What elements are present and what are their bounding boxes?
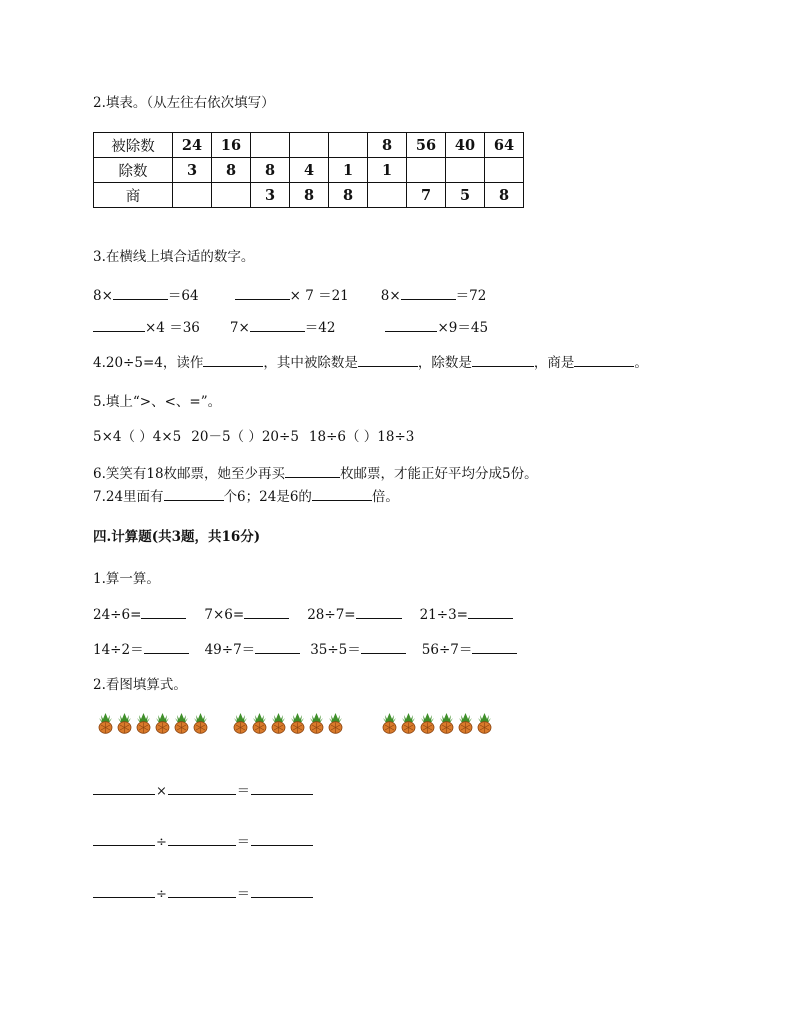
empty-cell[interactable] [446, 158, 485, 183]
answer-blank[interactable] [472, 353, 534, 367]
answer-blank[interactable] [401, 286, 456, 300]
answer-blank[interactable] [358, 353, 418, 367]
calc2-title: 2.看图填算式。 [93, 677, 187, 693]
answer-blank[interactable] [93, 883, 155, 898]
answer-blank[interactable] [356, 605, 402, 619]
answer-blank[interactable] [472, 640, 517, 654]
pineapple-icon [400, 712, 417, 734]
calc-expr: 7×6= [204, 607, 245, 623]
pineapple-icon [438, 712, 455, 734]
calc-expr: 56÷7＝ [421, 642, 473, 658]
section-title: 四.计算题(共3题，共16分) [93, 529, 261, 545]
table-row [94, 183, 524, 208]
q6-text: 枚邮票，才能正好平均分成5份。 [340, 466, 538, 482]
pineapple-group [97, 712, 209, 734]
row-label: 除数 [94, 158, 173, 183]
pineapple-icon [251, 712, 268, 734]
q2-title: 2.填表。（从左往右依次填写） [93, 95, 275, 111]
empty-cell[interactable] [407, 158, 446, 183]
q4-text: 。 [634, 355, 648, 371]
answer-blank[interactable] [144, 640, 189, 654]
answer-blank[interactable] [468, 605, 513, 619]
answer-blank[interactable] [93, 831, 155, 846]
row-label: 商 [94, 183, 173, 208]
pineapple-icon [135, 712, 152, 734]
q3-text: 7× [229, 320, 250, 336]
table-cell: 4 [290, 158, 329, 183]
operator: ＝ [236, 835, 250, 850]
q3-text: 8× [93, 288, 113, 304]
table-cell: 8 [212, 158, 251, 183]
calc-expr: 24÷6= [93, 607, 142, 623]
calc1-row-1 [93, 605, 513, 624]
answer-blank[interactable] [251, 883, 313, 898]
calc1-title: 1.算一算。 [93, 571, 160, 587]
table-cell: 24 [173, 133, 212, 158]
pineapple-icon [476, 712, 493, 734]
q4-text: ，除数是 [417, 355, 472, 371]
pineapple-icon [192, 712, 209, 734]
pineapple-group [381, 712, 493, 734]
q3-text: ×9＝45 [437, 320, 489, 336]
calc1-row-2 [93, 640, 517, 659]
answer-blank[interactable] [168, 883, 236, 898]
calc-expr: 49÷7＝ [204, 642, 256, 658]
fill-table [93, 132, 524, 208]
table-row [94, 158, 524, 183]
answer-blank[interactable] [93, 780, 155, 795]
answer-blank[interactable] [141, 605, 186, 619]
answer-blank[interactable] [250, 318, 305, 332]
q3-title: 3.在横线上填合适的数字。 [93, 249, 255, 265]
empty-cell[interactable] [251, 133, 290, 158]
q7-text: 个6；24是6的 [223, 489, 312, 505]
answer-blank[interactable] [168, 831, 236, 846]
empty-cell[interactable] [173, 183, 212, 208]
pineapple-icon [270, 712, 287, 734]
table-cell: 3 [173, 158, 212, 183]
q3-text: ＝72 [455, 288, 487, 304]
answer-blank[interactable] [235, 286, 290, 300]
answer-blank[interactable] [385, 318, 437, 332]
empty-cell[interactable] [212, 183, 251, 208]
operator: ÷ [156, 887, 167, 902]
answer-blank[interactable] [361, 640, 406, 654]
q7-text: 倍。 [371, 489, 399, 505]
pineapple-group [232, 712, 344, 734]
pineapple-icon [381, 712, 398, 734]
q3-text: × 7 ＝21 [289, 288, 349, 304]
answer-blank[interactable] [244, 605, 289, 619]
pineapple-icon [173, 712, 190, 734]
answer-blank[interactable] [251, 780, 313, 795]
pineapple-icon [419, 712, 436, 734]
q7 [93, 487, 399, 506]
table-cell: 1 [329, 158, 368, 183]
q4-text: 4.20÷5=4，读作 [93, 355, 204, 371]
table-cell: 1 [368, 158, 407, 183]
table-cell: 3 [251, 183, 290, 208]
table-cell: 8 [485, 183, 524, 208]
table-row [94, 133, 524, 158]
q3-text: ×4 ＝36 [145, 320, 200, 336]
q3-row-1 [93, 286, 486, 305]
operator: ＝ [236, 784, 250, 799]
table-cell: 8 [251, 158, 290, 183]
table-cell: 7 [407, 183, 446, 208]
operator: ÷ [156, 835, 167, 850]
q4-text: ，商是 [533, 355, 575, 371]
q3-text: 8× [380, 288, 401, 304]
compare-item: 18÷6（ ）18÷3 [308, 429, 415, 445]
calc-expr: 35÷5＝ [310, 642, 361, 658]
answer-blank[interactable] [312, 487, 372, 501]
table-cell: 8 [368, 133, 407, 158]
calc-expr: 28÷7= [307, 607, 356, 623]
answer-blank[interactable] [93, 318, 145, 332]
pineapple-icon [289, 712, 306, 734]
pineapple-icon [232, 712, 249, 734]
table-cell: 16 [212, 133, 251, 158]
q5-items [93, 428, 414, 446]
q3-text: ＝42 [304, 320, 336, 336]
empty-cell[interactable] [485, 158, 524, 183]
calc-expr: 21÷3= [419, 607, 468, 623]
formula-row [93, 780, 313, 799]
table-cell: 8 [290, 183, 329, 208]
q3-text: ＝64 [167, 288, 199, 304]
empty-cell[interactable] [290, 133, 329, 158]
q5-title: 5.填上“>、<、=”。 [93, 394, 222, 410]
compare-item: 20－5（ ）20÷5 [191, 429, 299, 445]
pineapple-icon [308, 712, 325, 734]
answer-blank[interactable] [285, 464, 340, 478]
empty-cell[interactable] [368, 183, 407, 208]
q6-text: 6.笑笑有18枚邮票，她至少再买 [93, 466, 286, 482]
formula-row [93, 883, 313, 902]
table-cell: 40 [446, 133, 485, 158]
pineapple-icon [97, 712, 114, 734]
compare-item: 5×4（ ）4×5 [93, 429, 182, 445]
formula-row [93, 831, 313, 850]
operator: × [156, 784, 167, 799]
q7-text: 7.24里面有 [93, 489, 164, 505]
answer-blank[interactable] [168, 780, 236, 795]
answer-blank[interactable] [164, 487, 224, 501]
answer-blank[interactable] [251, 831, 313, 846]
pineapple-icon [457, 712, 474, 734]
calc-expr: 14÷2＝ [93, 642, 144, 658]
pineapple-icon [327, 712, 344, 734]
answer-blank[interactable] [255, 640, 300, 654]
table-cell: 5 [446, 183, 485, 208]
q4 [93, 353, 648, 372]
operator: ＝ [236, 887, 250, 902]
pineapple-icon [116, 712, 133, 734]
pineapple-icon [154, 712, 171, 734]
answer-blank[interactable] [574, 353, 634, 367]
row-label: 被除数 [94, 133, 173, 158]
answer-blank[interactable] [203, 353, 263, 367]
q4-text: ，其中被除数是 [263, 355, 358, 371]
q6 [93, 464, 538, 483]
table-cell: 56 [407, 133, 446, 158]
answer-blank[interactable] [113, 286, 168, 300]
table-cell: 8 [329, 183, 368, 208]
empty-cell[interactable] [329, 133, 368, 158]
q3-row-2 [93, 318, 488, 337]
table-cell: 64 [485, 133, 524, 158]
